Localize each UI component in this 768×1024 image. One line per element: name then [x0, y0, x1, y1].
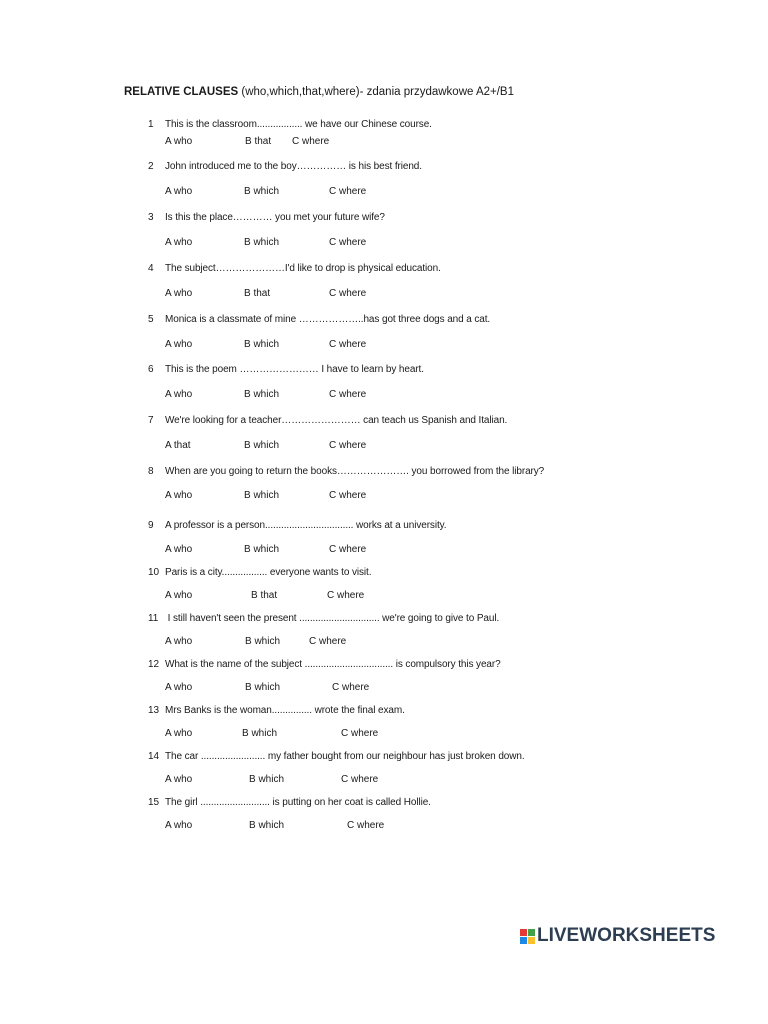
question-text: The subject…………………I'd like to drop is physical education.: [165, 263, 441, 274]
question-number: 1: [148, 119, 154, 130]
question-text: I still haven't seen the present .............................. we're going to give to Paul.: [165, 613, 500, 624]
question-text: We're looking for a teacher…………………… can teach us Spanish and Italian.: [165, 415, 508, 426]
question-9: [148, 520, 446, 531]
option-a-q2[interactable]: A who: [165, 186, 193, 197]
question-14: [148, 751, 525, 762]
option-a-q4[interactable]: A who: [165, 288, 193, 299]
question-15: [148, 797, 431, 808]
question-number: 2: [148, 161, 154, 172]
option-b-q13[interactable]: B which: [242, 728, 278, 739]
option-b-q4[interactable]: B that: [244, 288, 271, 299]
option-b-q11[interactable]: B which: [245, 636, 281, 647]
question-number: 12: [148, 659, 159, 670]
question-text: This is the classroom................. we have our Chinese course.: [165, 119, 432, 130]
question-number: 13: [148, 705, 159, 716]
question-6: [148, 364, 424, 375]
option-a-q7[interactable]: A that: [165, 440, 191, 451]
option-a-q12[interactable]: A who: [165, 682, 193, 693]
question-number: 14: [148, 751, 159, 762]
option-c-q15[interactable]: C where: [347, 820, 385, 831]
option-b-q6[interactable]: B which: [244, 389, 280, 400]
question-number: 8: [148, 466, 154, 477]
question-number: 7: [148, 415, 154, 426]
question-text: What is the name of the subject ................................. is compulsory this year?: [165, 659, 501, 670]
logo-square-yellow: [528, 937, 535, 944]
option-c-q13[interactable]: C where: [341, 728, 379, 739]
question-2: [148, 161, 422, 172]
option-b-q14[interactable]: B which: [249, 774, 285, 785]
option-a-q3[interactable]: A who: [165, 237, 193, 248]
question-4: [148, 263, 441, 274]
option-c-q7[interactable]: C where: [329, 440, 367, 451]
question-text: A professor is a person................................. works at a university.: [165, 520, 447, 531]
question-number: 3: [148, 212, 154, 223]
option-b-q10[interactable]: B that: [251, 590, 278, 601]
option-c-q4[interactable]: C where: [329, 288, 367, 299]
option-c-q8[interactable]: C where: [329, 490, 367, 501]
question-text: John introduced me to the boy…………… is his best friend.: [165, 161, 422, 172]
option-b-q2[interactable]: B which: [244, 186, 280, 197]
question-text: When are you going to return the books…………………. you borrowed from the library?: [165, 466, 545, 477]
question-8: [148, 466, 544, 477]
option-a-q9[interactable]: A who: [165, 544, 193, 555]
option-b-q12[interactable]: B which: [245, 682, 281, 693]
question-text: The car ........................ my father bought from our neighbour has just broken down.: [165, 751, 525, 762]
question-5: [148, 314, 490, 325]
liveworksheets-logo: [520, 925, 715, 947]
option-c-q2[interactable]: C where: [329, 186, 367, 197]
question-text: Mrs Banks is the woman............... wrote the final exam.: [165, 705, 405, 716]
question-number: 15: [148, 797, 159, 808]
option-b-q9[interactable]: B which: [244, 544, 280, 555]
option-a-q1[interactable]: A who: [165, 136, 193, 147]
question-text: The girl .......................... is putting on her coat is called Hollie.: [165, 797, 431, 808]
question-text: Is this the place………… you met your future wife?: [165, 212, 385, 223]
option-c-q12[interactable]: C where: [332, 682, 370, 693]
question-13: [148, 705, 405, 716]
option-c-q5[interactable]: C where: [329, 339, 367, 350]
question-number: 11: [148, 613, 159, 624]
option-a-q15[interactable]: A who: [165, 820, 193, 831]
option-b-q8[interactable]: B which: [244, 490, 280, 501]
option-b-q7[interactable]: B which: [244, 440, 280, 451]
question-number: 10: [148, 567, 159, 578]
question-text: Monica is a classmate of mine ………………..has got three dogs and a cat.: [165, 314, 491, 325]
logo-square-green: [528, 929, 535, 936]
option-c-q14[interactable]: C where: [341, 774, 379, 785]
option-b-q1[interactable]: B that: [245, 136, 272, 147]
option-a-q14[interactable]: A who: [165, 774, 193, 785]
option-c-q9[interactable]: C where: [329, 544, 367, 555]
option-b-q3[interactable]: B which: [244, 237, 280, 248]
question-10: [148, 567, 371, 578]
question-11: [148, 613, 499, 624]
logo-mark-icon: [520, 929, 535, 944]
worksheet-title: [124, 86, 514, 98]
logo-square-red: [520, 929, 527, 936]
option-c-q11[interactable]: C where: [309, 636, 347, 647]
logo-text: LIVEWORKSHEETS: [537, 925, 716, 946]
question-number: 9: [148, 520, 154, 531]
option-a-q10[interactable]: A who: [165, 590, 193, 601]
option-a-q11[interactable]: A who: [165, 636, 193, 647]
option-c-q3[interactable]: C where: [329, 237, 367, 248]
logo-square-blue: [520, 937, 527, 944]
question-12: [148, 659, 501, 670]
title-rest: (who,which,that,where)- zdania przydawkowe A2+/B1: [238, 86, 514, 98]
option-a-q5[interactable]: A who: [165, 339, 193, 350]
option-a-q8[interactable]: A who: [165, 490, 193, 501]
option-c-q6[interactable]: C where: [329, 389, 367, 400]
option-a-q13[interactable]: A who: [165, 728, 193, 739]
question-number: 5: [148, 314, 154, 325]
option-a-q6[interactable]: A who: [165, 389, 193, 400]
question-1: [148, 119, 432, 130]
question-text: Paris is a city................. everyone wants to visit.: [165, 567, 372, 578]
option-b-q5[interactable]: B which: [244, 339, 280, 350]
question-7: [148, 415, 507, 426]
title-bold: RELATIVE CLAUSES: [124, 86, 239, 98]
question-number: 6: [148, 364, 154, 375]
question-number: 4: [148, 263, 154, 274]
option-c-q1[interactable]: C where: [292, 136, 330, 147]
option-c-q10[interactable]: C where: [327, 590, 365, 601]
question-text: This is the poem …………………… I have to learn by heart.: [165, 364, 424, 375]
option-b-q15[interactable]: B which: [249, 820, 285, 831]
question-3: [148, 212, 385, 223]
